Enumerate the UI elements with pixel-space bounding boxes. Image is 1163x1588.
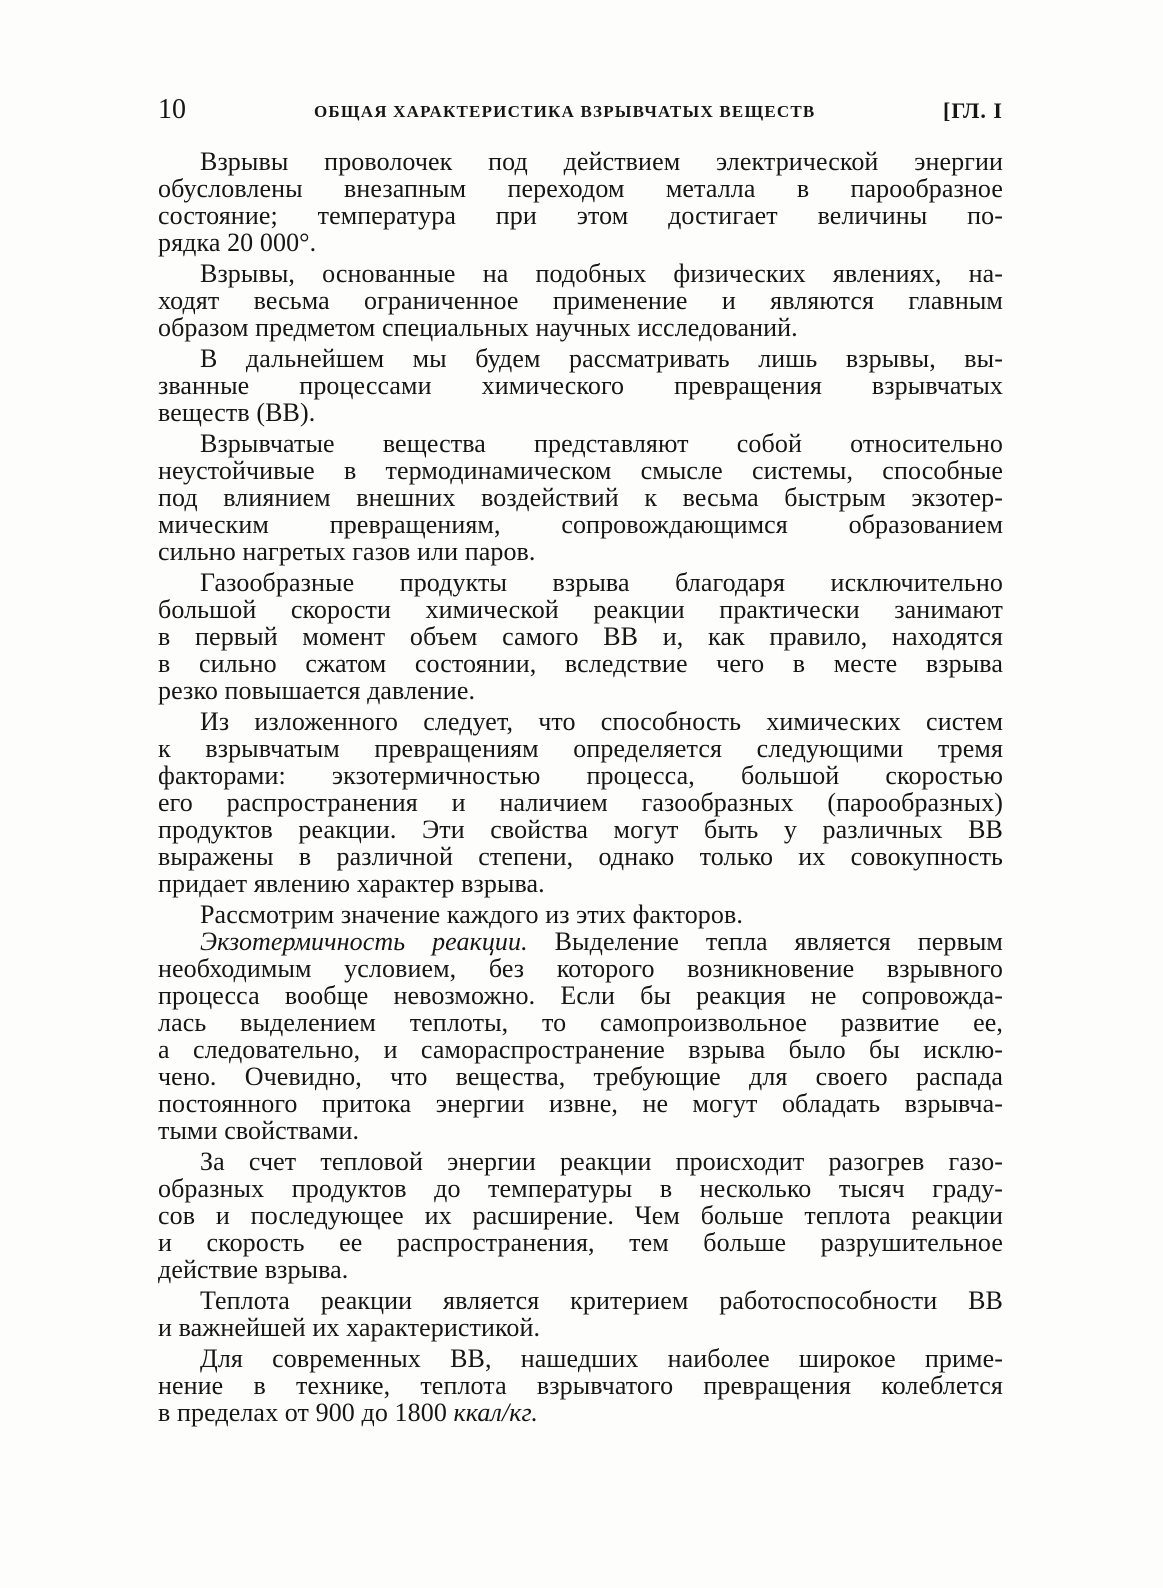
text-line: Рассмотрим значение каждого из этих факторов.: [200, 900, 743, 929]
text-line: состояние; температура при этом достигает величины по-: [158, 201, 1003, 230]
page-number: 10: [158, 94, 186, 125]
text-fragment: Выделение тепла является первым: [527, 927, 1003, 956]
text-line: и важнейшей их характеристикой.: [158, 1313, 541, 1342]
chapter-reference: [ГЛ. I: [943, 98, 1003, 123]
paragraph: [158, 569, 1003, 704]
text-line: постоянного притока энергии извне, не могут обладать взрывча-: [158, 1089, 1003, 1118]
page-body: [158, 148, 1003, 1426]
text-line: сильно нагретых газов или паров.: [158, 537, 536, 566]
text-line: выражены в различной степени, однако только их совокупность: [158, 842, 1003, 871]
paragraph: [158, 1287, 1003, 1341]
text-line: Теплота реакции является критерием работоспособности ВВ: [200, 1286, 1003, 1315]
text-line: чено. Очевидно, что вещества, требующие для своего распада: [158, 1062, 1003, 1091]
page-header: [158, 94, 1003, 130]
text-line: веществ (ВВ).: [158, 398, 316, 427]
text-line: [158, 1399, 1003, 1426]
text-line: За счет тепловой энергии реакции происходит разогрев газо-: [200, 1147, 1003, 1176]
text-line: В дальнейшем мы будем рассматривать лишь взрывы, вы-: [200, 344, 1003, 373]
paragraph: [158, 928, 1003, 1144]
text-line: Взрывы проволочек под действием электрической энергии: [200, 147, 1003, 176]
text-line: факторами: экзотермичностью процесса, большой скоростью: [158, 761, 1003, 790]
text-line: Газообразные продукты взрыва благодаря исключительно: [200, 568, 1003, 597]
text-line: тыми свойствами.: [158, 1116, 360, 1145]
text-fragment: в пределах от 900 до 1800: [158, 1398, 454, 1427]
paragraph: [158, 901, 1003, 928]
text-line: Из изложенного следует, что способность химических систем: [200, 707, 1003, 736]
text-line: и скорость ее распространения, тем больше разрушительное: [158, 1228, 1003, 1257]
paragraph: [158, 430, 1003, 565]
text-line: его распространения и наличием газообразных (парообразных): [158, 788, 1003, 817]
text-line: а следовательно, и самораспространение взрыва было бы исклю-: [158, 1035, 1003, 1064]
text-line: большой скорости химической реакции практически занимают: [158, 595, 1003, 624]
paragraph: [158, 345, 1003, 426]
text-line: неустойчивые в термодинамическом смысле системы, способные: [158, 456, 1003, 485]
text-line: действие взрыва.: [158, 1255, 349, 1284]
text-line: званные процессами химического превращения взрывчатых: [158, 371, 1003, 400]
paragraph: [158, 1345, 1003, 1426]
text-line: обусловлены внезапным переходом металла в парообразное: [158, 174, 1003, 203]
text-line: под влиянием внешних воздействий к весьма быстрым экзотер-: [158, 483, 1003, 512]
text-line: необходимым условием, без которого возникновение взрывного: [158, 954, 1003, 983]
text-line: к взрывчатым превращениям определяется следующими тремя: [158, 734, 1003, 763]
text-line: [158, 928, 1003, 955]
paragraph: [158, 148, 1003, 256]
text-line: Взрывы, основанные на подобных физических явлениях, на-: [200, 259, 1003, 288]
text-line: ходят весьма ограниченное применение и являются главным: [158, 286, 1003, 315]
text-line: лась выделением теплоты, то самопроизвольное развитие ее,: [158, 1008, 1003, 1037]
unit-label: ккал/кг.: [453, 1398, 539, 1427]
paragraph: [158, 1148, 1003, 1283]
text-line: образом предметом специальных научных исследований.: [158, 313, 798, 342]
text-line: придает явлению характер взрыва.: [158, 869, 545, 898]
text-line: рядка 20 000°.: [158, 228, 317, 257]
text-line: Взрывчатые вещества представляют собой относительно: [200, 429, 1003, 458]
text-line: Для современных ВВ, нашедших наиболее широкое приме-: [200, 1344, 1003, 1373]
running-title: ОБЩАЯ ХАРАКТЕРИСТИКА ВЗРЫВЧАТЫХ ВЕЩЕСТВ: [314, 102, 816, 121]
paragraph: [158, 708, 1003, 897]
text-line: нение в технике, теплота взрывчатого превращения колеблется: [158, 1371, 1003, 1400]
text-line: в первый момент объем самого ВВ и, как правило, находятся: [158, 622, 1003, 651]
text-line: образных продуктов до температуры в несколько тысяч граду-: [158, 1174, 1003, 1203]
text-line: в сильно сжатом состоянии, вследствие чего в месте взрыва: [158, 649, 1003, 678]
text-line: процесса вообще невозможно. Если бы реакция не сопровожда-: [158, 981, 1003, 1010]
text-line: резко повышается давление.: [158, 676, 476, 705]
italic-subheading: Экзотермичность реакции.: [200, 927, 528, 956]
paragraph: [158, 260, 1003, 341]
text-line: продуктов реакции. Эти свойства могут быть у различных ВВ: [158, 815, 1003, 844]
text-line: сов и последующее их расширение. Чем больше теплота реакции: [158, 1201, 1003, 1230]
text-line: мическим превращениям, сопровождающимся образованием: [158, 510, 1003, 539]
